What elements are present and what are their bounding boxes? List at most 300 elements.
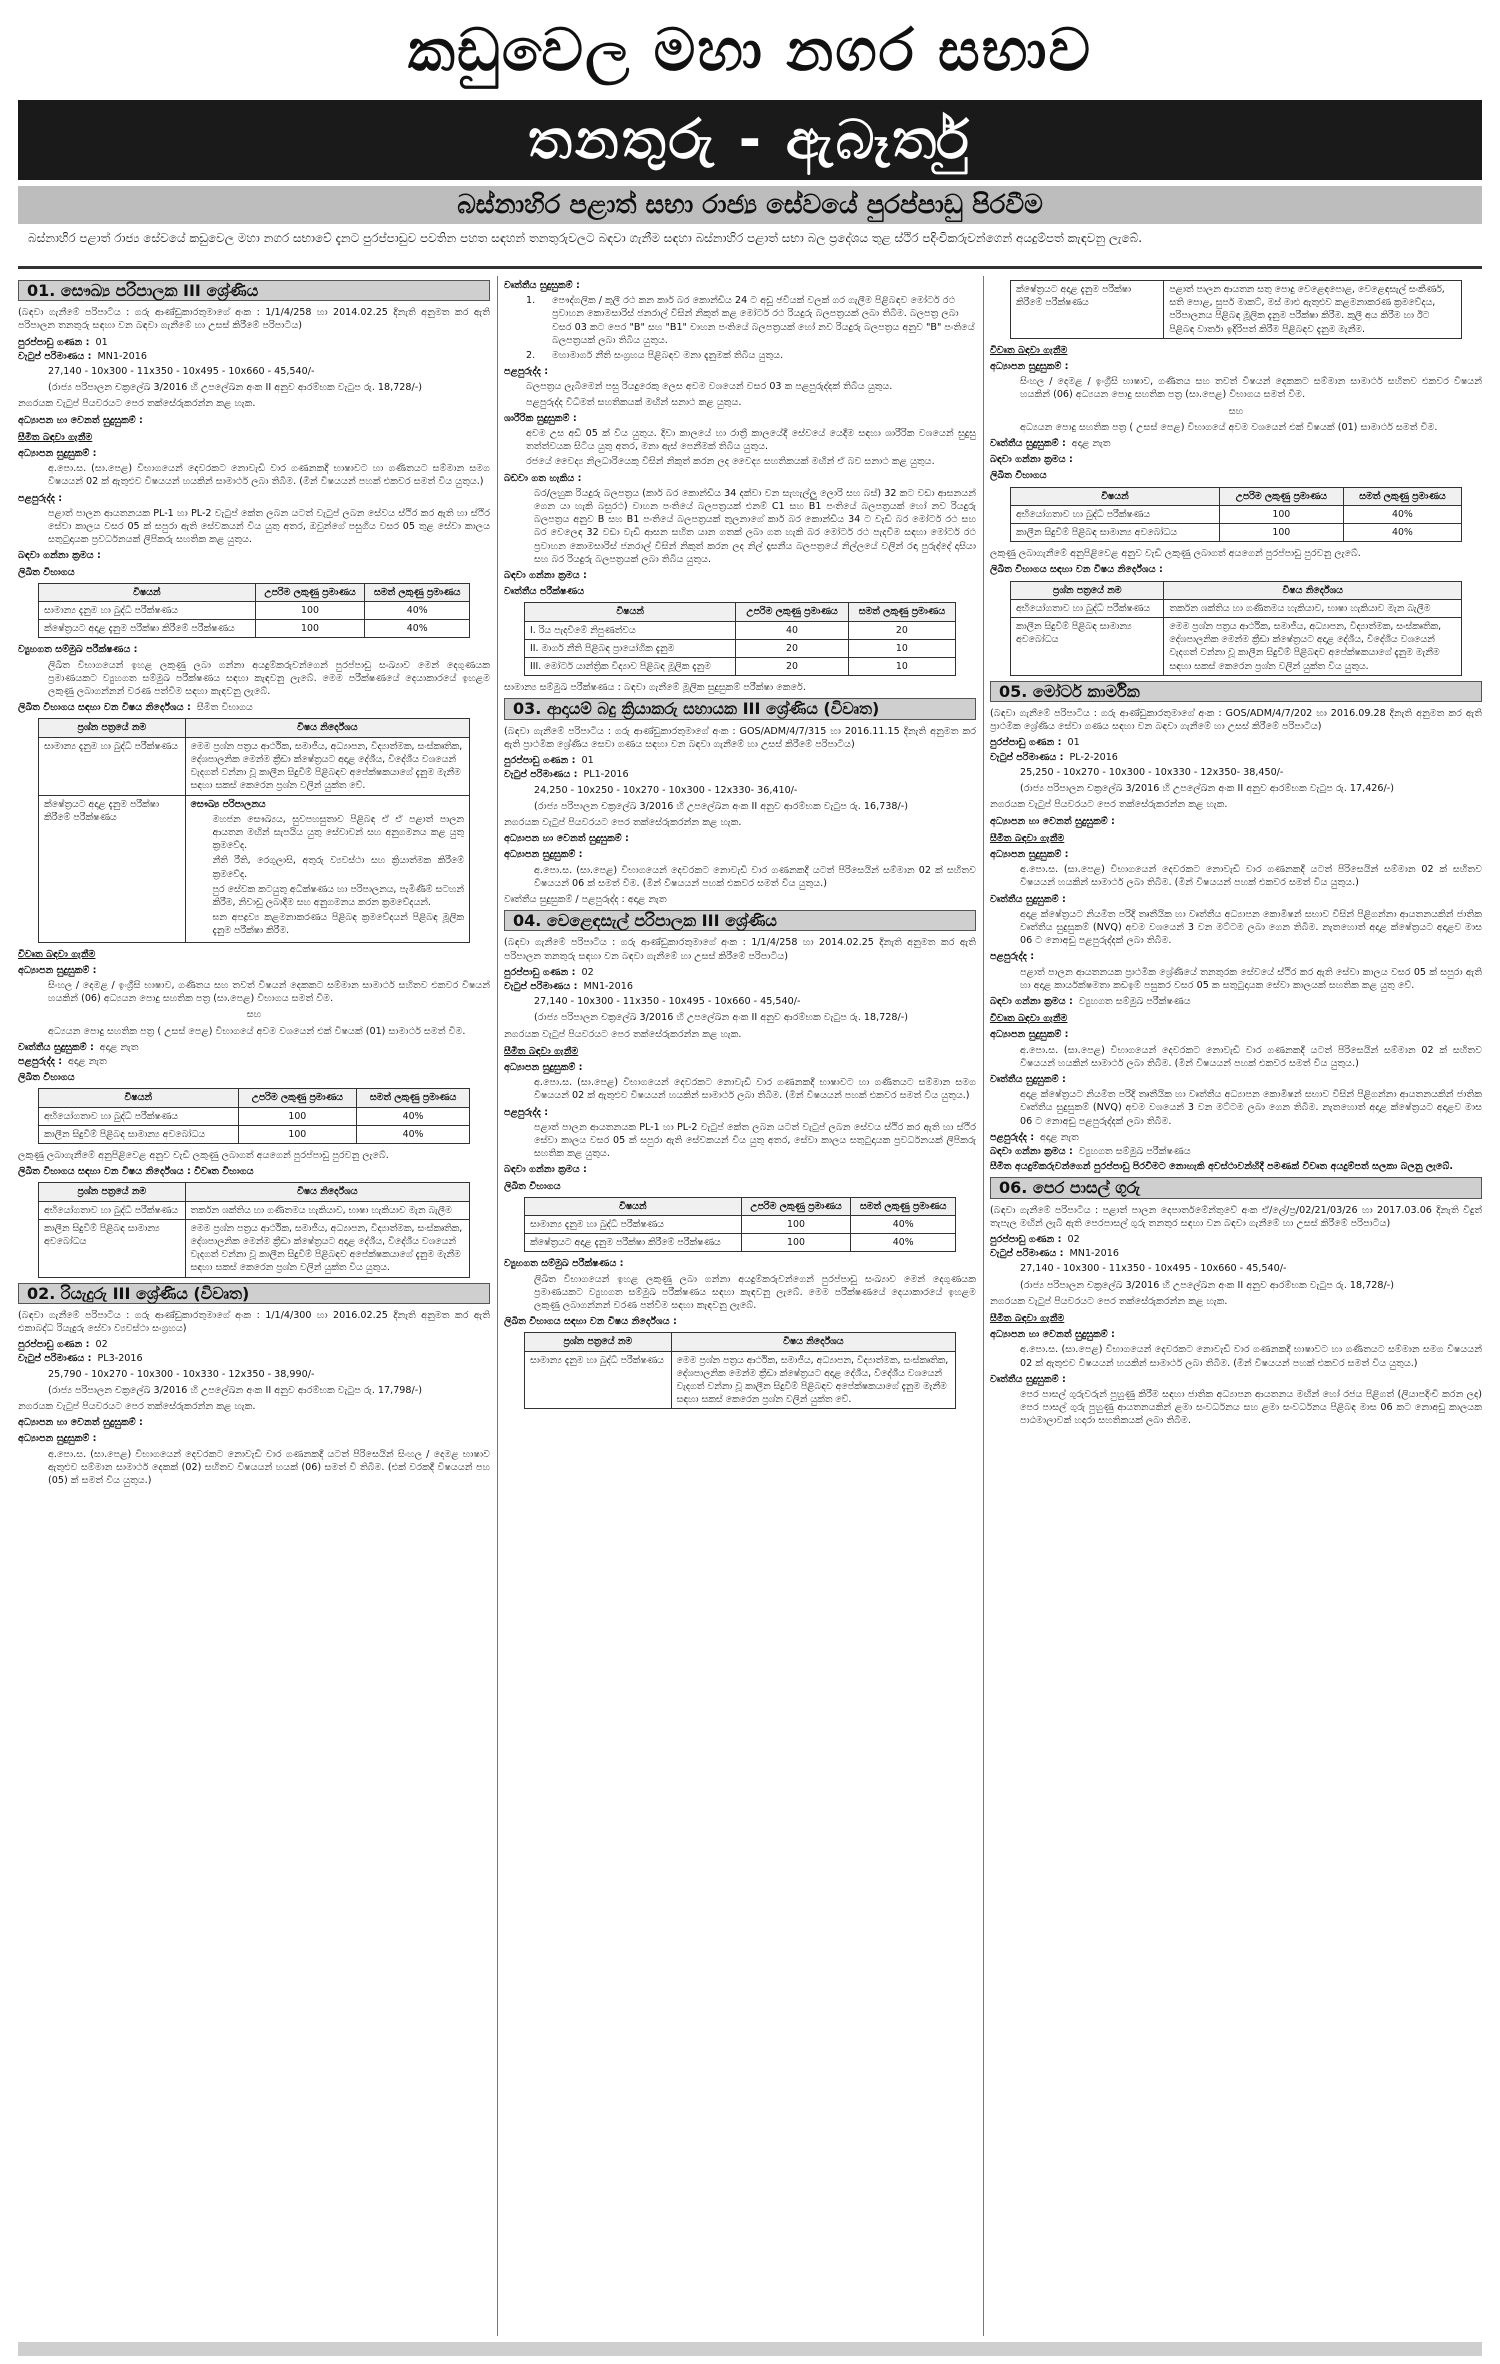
marks-table-wrap: [504, 1197, 976, 1253]
salary-scale: 27,140 - 10x300 - 11x350 - 10x495 - 10x660 - 45,540/-: [1020, 1263, 1287, 1275]
subject-cell: කාලීන සිදුවීම් පිළිබඳ සාමාන්‍ය අවබෝධය: [1011, 524, 1220, 542]
pass-cell: 20: [848, 621, 955, 639]
table-header-row: [1011, 581, 1462, 599]
pass-marks-header: සමත් ලකුණු ප්‍රමාණය: [848, 603, 955, 621]
physical-value: අදාළ නැත: [99, 1041, 139, 1053]
edu-label: අධ්‍යාපන සුදුසුකම් :: [18, 964, 97, 976]
syllabus-cell: මෙම ප්‍රශ්න පත්‍රය ආර්ථික, සමාජීය, අධ්‍යාපන, විද්‍යාත්මක, සංස්කෘතික, දේශපාලනික මෙන්ම ක්‍රීඩා ක්ෂේත්‍රයට අදාළ දේශීය, විදේශීය වශයෙන් වැදගත් වන්නා වූ කාලීන සිදුවීම් පිළිබඳව අපේක්ෂකයාගේ දැනුම මැනීම සඳහා සකස් කෙරෙන ප්‍රශ්න වලින් යුක්ත වේ.: [671, 1351, 955, 1409]
syllabus-table: [38, 718, 470, 942]
paper-cell: සාමාන්‍ය දැනුම හා බුද්ධි පරීක්ෂණය: [39, 737, 186, 795]
subtitle-banner: [18, 186, 1482, 224]
professional-label: වෘත්තීය සුදුසුකම් :: [990, 1373, 1066, 1385]
syllabus-header: විෂය නිර්දේශය: [1164, 581, 1462, 599]
max-cell: 100: [255, 620, 365, 638]
eligibility-label: බඩවා ගත හැකිය :: [504, 472, 582, 484]
syllabus-cell: පළාත් පාලන ආයතන සතු පොදු වෙළෙඳපොළ, වෙළෙඳසැල් සංකීර්ණ, සති පොළ, සුපර් මාකට්, මස් මාළු ඇතුළුව කළමනාකරණ ක්‍රමවේදය, පරිපාලනය පිළිබඳ මූලික දැනුම පරීක්ෂා කිරීම. කුලී අය කිරීම හා ඊට පිළිබඳ වාර්තා ඉදිරිපත් කිරීම පිළිබඳව දැනුම මැනීම.: [1164, 281, 1462, 339]
vacancies-value: 02: [1067, 1233, 1080, 1245]
syllabus-table: [38, 1182, 470, 1277]
table-header-row: [39, 1089, 470, 1107]
recruitment-basis: (බඳවා ගැනීමේ පරිපාටිය : ගරු ආණ්ඩුකාරතුමාගේ අංක : GOS/ADM/4/7/315 හා 2016.11.15 දිනැති අනුමත කර ඇති ප්‍රාථමික ශ්‍රේණිය සෙවා ගණය සඳහා වන බඳවා ගැනීමේ හා උසස් කිරීමේ පරිපාටිය): [504, 725, 976, 750]
footer-bar: [18, 2342, 1482, 2356]
syllabus-cell: තර්කන ශක්තිය හා ගණිතමය හැකියාව, භාෂා හැකියාව මැන බැලීම: [1164, 599, 1462, 617]
interview-text: ලිඛිත විභාගයෙන් ඉහළ ලකුණු ලබා ගන්නා අයදුම්කරුවන්ගෙන් පුරප්පාඩු සංඛ්‍යාව මෙන් දෙගුණයක ප්‍රමාණයකට ව්‍යුහගත සම්මුඛ පරීක්ෂණය සඳහා කැඳවනු ලැබේ. මෙම පරීක්ෂණයේ දෙයාකාරයේ ඉහළම ලකුණු ලබාගන්නන් වරණ පත්වීම සඳහා කැඳවනු ලැබේ.: [534, 1273, 976, 1311]
subject-header: විෂයන්: [39, 583, 256, 601]
salary-line: [990, 1247, 1482, 1260]
item-number: 2.: [526, 350, 536, 362]
prof-exp-text: වෘත්තීය සුදුසුකම් / පළපුරුද්ද : අදාළ නැත: [504, 893, 667, 905]
vacancies-value: 02: [95, 1339, 108, 1351]
table-row: [1011, 524, 1462, 542]
table-header-row: [1011, 487, 1462, 505]
open-syllabus-label: ලිඛිත විභාගය සඳහා වන විෂය නිර්දේශය : විවෘත විභාගය: [18, 1166, 254, 1178]
paper-cell: අභියෝගතාව හා බුද්ධි පරීක්ෂණය: [1011, 599, 1164, 617]
section-heading-01: 01. සෞඛ්‍ය පරිපාලක III ශ්‍රේණිය: [18, 280, 490, 301]
table-row: [39, 795, 470, 942]
table-row: [39, 602, 470, 620]
table-row: [1011, 281, 1462, 339]
vacancies-line: [990, 736, 1482, 749]
and-text: සහ: [1228, 405, 1244, 417]
subject-cell: කාලීන සිදුවීම් පිළිබඳ සාමාන්‍ය අවබෝධය: [39, 1125, 239, 1143]
physical-label: වෘත්තීය සුදුසුකම් :: [504, 280, 580, 291]
intro-paragraph: බස්නාහිර පළාත් රාජ්‍ය සේවයේ කඩුවෙල මහා නගර සභාවේ දැනට පුරප්පාඩුව පවතින පහත සඳහන් තනතුරුවලට බඳවා ගැනීම සඳහා බස්නාහිර පළාත් සභා බල ප්‍රදේශය තුළ ස්ථිර පදිංචිකරුවන්ගෙන් අයදුම්පත් කැඳවනු ලැබේ.: [28, 231, 1143, 245]
professional-text: අදාළ ක්ෂේත්‍රයට නියමිත පරිදි තෘතීයික හා වෘත්තීය අධ්‍යාපන කොමිෂන් සභාව විසින් පිළිගන්නා ආයතනයකින් ජාතික වෘත්තීය සුදුසුකම් (NVQ) අවම වශයෙන් 3 වන මට්ටම ලබා ගෙන තිබීම. නැතහොත් අදාළ ක්ෂේත්‍රයට අදාළව මාස 06 ට නොඅඩු පළපුරුද්දක් ලබා තිබීම.: [1020, 908, 1482, 947]
open-professional-text: අදාළ ක්ෂේත්‍රයට නියමිත පරිදි තෘතීයික හා වෘත්තීය අධ්‍යාපන කොමිෂන් සභාව විසින් පිළිගන්නා ආයතනයකින් ජාතික වෘත්තීය සුදුසුකම් (NVQ) අවම වශයෙන් 3 වන මට්ටම ලබා ගෙන තිබීම. නැතහොත් අදාළ ක්ෂේත්‍රයට අදාළව මාස 06 ට නොඅඩු පළපුරුද්දක් ලබා තිබීම.: [1020, 1089, 1482, 1127]
job-syllabus-heading: සෞඛ්‍ය පරිපාලනය: [190, 798, 266, 810]
experience-label: පළපුරුද්ද :: [504, 1106, 549, 1118]
section-heading-05: 05. මෝටර් කාර්මික: [990, 681, 1482, 702]
salary-note: (රාජ්‍ය පරිපාලන චක්‍රලේඛ 3/2016 හි උපලේඛන අංක II අනුව ආරම්භක වැටුප රු. 18,728/-): [534, 1012, 908, 1024]
table-row: [39, 620, 470, 638]
edu-label: අධ්‍යාපන සුදුසුකම් :: [504, 849, 583, 861]
edu-text: අ.පො.ස. (සා.පෙළ) විභාගයෙන් දෙවරකට නොවැඩි වාර ගණනකදී යටත් පිරිසෙයින් සිංහල / දෙමළ භාෂාව ඇතුළුව සම්මාන සාමාර්ථ දෙකක් (02) සහිතව විෂයයන් හයක් (06) සමත් වී තිබීම. (එක් වරකදී විෂයයන් පහ (05) ක් සමත් විය යුතුය.): [48, 1448, 490, 1487]
syllabus-table: [1010, 581, 1462, 676]
vacancies-label: පුරප්පාඩු ගණන :: [18, 336, 90, 348]
salary-step-note: නගරයක වැටුප් පියවරයට පෙර තක්සේරුකරන්න කළ හැක.: [504, 1028, 742, 1040]
item-text: මහාමාර්ග නීති සංග්‍රහය පිළිබඳව මනා දැනුමක් තිබිය යුතුය.: [552, 350, 784, 362]
salary-label: වැටුප් පරිමාණය :: [504, 769, 578, 781]
table-row: [39, 1107, 470, 1125]
table-header-row: [39, 719, 470, 737]
table-row: [525, 658, 956, 676]
experience-value: අදාළ නැත: [68, 1055, 107, 1067]
interview-label: ව්‍යුහගත සම්මුඛ පරීක්ෂණය :: [18, 644, 138, 656]
eligibility-text: බර/ලහුක රියදුරු බලපත්‍රය (කාර් බර කොන්ඩිය 34 දක්වා වන සැහැල්ලු ලොරි සහ බස්) 32 කට වඩා ආසනයන් ගෙන යා හැකි බසුරථ) වාහන පංතියේ බලපත්‍රයක් එනම් C1 සහ B1 පංතියේ බලපත්‍රයක් හෝ නව රියදුරු බලපත්‍රය අනුව B සහ B1 පංතියේ බලපත්‍රයක් තුලනාගේ කාර් බර කොන්ඩිය 34 ට වැඩි බර මෝටර් රථ සහ බර වෙලෙඳ 32 වඩා වැඩි ආසන සහිත යාන ගතක් ලබා ගත හැකි බර මෝටර් රථ පැදවීම සඳහා මෝටර් රථ ප්‍රවාහන කොමසාරිස් ජනරාල් විසින් නිකුත් කරන ලද නිල් දෑසනීය බලපත්‍රයේ නිල්ලයේ වලින් රඳා පුරුද්දේ දාසියා සහ බර රියදුරු බලපත්‍රයක් ලබා තිබිය යුතුය.: [534, 487, 976, 565]
salary-note: (රාජ්‍ය පරිපාලන චක්‍රලේඛ 3/2016 හි උපලේඛන අංක II අනුව ආරම්භක වැටුප රු. 17,798/-): [48, 1384, 422, 1396]
vacancies-title: තනතුරු - ඇබෑර්තු: [528, 108, 972, 171]
salary-scale: 25,790 - 10x270 - 10x300 - 10x330 - 12x350 - 38,990/-: [48, 1368, 315, 1380]
interview-label: ව්‍යුහගත සම්මුඛ පරීක්ෂණය :: [504, 1258, 624, 1270]
pass-marks-header: සමත් ලකුණු ප්‍රමාණය: [365, 583, 470, 601]
recruitment-basis: (බඳවා ගැනීමේ පරිපාටිය : ගරු ආණ්ඩුකාරතුමාගේ අංක : 1/1/4/258 හා 2014.02.25 දිනැති අනුමත කර ඇති පරිපාලන තනතුරු සඳහා වන බඳවා ගැනීමේ හා උසස් කිරීමේ පරිපාටිය): [18, 307, 490, 332]
max-cell: 20: [736, 639, 849, 657]
pass-cell: 40%: [357, 1107, 470, 1125]
syllabus-cell: මෙම ප්‍රශ්න පත්‍රය ආර්ථික, සමාජීය, අධ්‍යාපන, විද්‍යාත්මක, සංස්කෘතික, දේශපාලනික මෙන්ම ක්‍රීඩා ක්ෂේත්‍රයට අදාළ දේශීය, විදේශීය වශයෙන් වැදගත් වන්නා වූ කාලීන සිදුවීම් පිළිබඳව අපේක්ෂකයාගේ දැනුම මැනීම සඳහා සකස් කෙරෙන ප්‍රශ්න වලින් යුක්ත විය යුතුය.: [1164, 618, 1462, 676]
recruitment-method-label: බඳවා ගන්නා ක්‍රමය :: [990, 995, 1073, 1007]
written-exam-label: ලිඛිත විභාගය: [18, 566, 75, 578]
table-row: [525, 1215, 956, 1233]
salary-label: වැටුප් පරිමාණය :: [990, 751, 1064, 763]
council-title: කඩුවෙල මහා නගර සභාව: [407, 15, 1093, 84]
syllabus-header: විෂය නිර්දේශය: [185, 719, 469, 737]
edu-text: අ.පො.ස. (සා.පෙළ) විභාගයෙන් දෙවරකට නොවැඩි වාර ගණනකදී භාෂාවට හා ගණිතයට සම්මාන සමග විෂයයන් 02 ක් ඇතුළුව විෂයයන් හයකින් සාමාර්ථ ලබා තිබීම. (මින් විෂයයන් පහක් එකවර සමත් විය යුතුය.): [1020, 1344, 1482, 1369]
open-recruitment-heading: විවෘත බඳවා ගැනීම: [990, 344, 1068, 356]
physical-value: අදාළ නැත: [1071, 438, 1111, 450]
physical-line: [18, 1041, 490, 1054]
salary-label: වැටුප් පරිමාණය :: [18, 350, 92, 362]
recruitment-basis: (බඳවා ගැනීමේ පරිපාටිය : ගරු ආණ්ඩුකාරතුමාගේ අංක : 1/1/4/258 හා 2014.02.25 දිනැති අනුමත කර ඇති පරිපාලන තනතුරු සඳහා වන බඳවා ගැනීමේ හා උසස් කිරීමේ පරිපාටිය): [504, 937, 976, 962]
salary-line: [18, 1352, 490, 1365]
syllabus-label: ලිඛිත විභාගය සඳහා වන විෂය නිර්දේශය :: [504, 1316, 677, 1328]
limited-recruitment-heading: සීමිත බඳවා ගැනීම: [18, 431, 93, 443]
experience-text: පළාත් පාලන ආයතනයක ප්‍රාථමික ශ්‍රේණියේ තනතුරක සේවයේ ස්ථිර කර ඇති සේවා කාලය වසර 05 ක් සපුරා ඇති හා අදාළ කාර්යක්ෂමතා කඩඉම් පසුකර වසර 05 ක සතුටුදායක සේවා කාලයක් සහතික කළ යුතු වේ.: [1020, 966, 1482, 991]
edu-qual-label: අධ්‍යාපන හා වෙනත් සුදුසුකම් :: [990, 1329, 1115, 1341]
list-item: රජයේ වෛද්‍ය නිලධාරියෙකු විසින් නිකුත් කරන ලද වෛද්‍ය සහතිකයක් මඟින් ඒ බව සනාථ කළ යුතුය.: [526, 456, 935, 468]
recruitment-method-label: බඳවා ගන්නා ක්‍රමය :: [504, 570, 587, 582]
max-cell: 100: [1219, 505, 1343, 523]
table-header-row: [39, 1183, 470, 1201]
max-cell: 100: [741, 1215, 851, 1233]
recruitment-method-label: බඳවා ගන්නා ක්‍රමය :: [504, 1164, 587, 1176]
marks-table: [38, 1088, 470, 1144]
salary-note: (රාජ්‍ය පරිපාලන චක්‍රලේඛ 3/2016 හි උපලේඛන අංක II අනුව ආරම්භක වැටුප රු. 16,738/-): [534, 800, 908, 812]
max-cell: 100: [238, 1107, 357, 1125]
edu-label: අධ්‍යාපන සුදුසුකම් :: [18, 1433, 97, 1445]
subject-cell: සාමාන්‍ය දැනුම හා බුද්ධි පරීක්ෂණය: [39, 602, 256, 620]
open-recruitment-heading: විවෘත බඳවා ගැනීම: [990, 1013, 1068, 1025]
open-edu-text: සිංහල / දෙමළ / ඉංග්‍රීසි භාෂාව, ගණිතය සහ තවත් විෂයන් දෙකකට සම්මාන සාමාර්ථ සහිතව එකවර විෂයන් හයකින් (06) අධ්‍යයන පොදු සහතික පත්‍ර (සා.පෙළ) විභාගය සමත් වීම.: [1020, 376, 1482, 401]
subject-cell: III. මෝටර් යාන්ත්‍රික විද්‍යාව පිළිබඳ මූලික දැනුම: [525, 658, 736, 676]
salary-label: වැටුප් පරිමාණය :: [990, 1248, 1064, 1260]
recruitment-method-label: බඳවා ගන්නා ක්‍රමය :: [990, 454, 1073, 466]
list-item: ඝන අපද්‍රව්‍ය කළමනාකරණය පිළිබඳ ක්‍රමවේදයන් පිළිබඳ මූලික දැනුම පරීක්ෂා කිරීම.: [212, 912, 464, 937]
list-item: පළපුරුද්ද විධිමත් සහතිකයක් මඟින් සනාථ කළ යුතුය.: [526, 396, 742, 408]
edu-label: අධ්‍යාපන සුදුසුකම් :: [504, 1061, 583, 1073]
salary-code: PL-2-2016: [1069, 751, 1118, 763]
column-divider: [497, 276, 498, 2336]
column-1: [18, 276, 490, 2336]
edu-qual-label: අධ්‍යාපන හා වෙනත් සුදුසුකම් :: [504, 833, 629, 845]
salary-label: වැටුප් පරිමාණය :: [504, 980, 578, 992]
table-row: [1011, 599, 1462, 617]
pass-cell: 40%: [851, 1234, 956, 1252]
open-syllabus-label: ලිඛිත විභාගය සඳහා වන විෂය නිර්දේශය :: [990, 564, 1163, 576]
paper-header: ප්‍රශ්න පත්‍රයේ නම: [525, 1333, 672, 1351]
syllabus-line: [18, 701, 490, 714]
subject-cell: අභියෝගතාව හා බුද්ධි පරීක්ෂණය: [39, 1107, 239, 1125]
subject-cell: අභියෝගතාව හා බුද්ධි පරීක්ෂණය: [1011, 505, 1220, 523]
vacancies-label: පුරප්පාඩු ගණන :: [990, 1233, 1062, 1245]
marks-table: [38, 583, 470, 639]
edu-label: අධ්‍යාපන සුදුසුකම් :: [990, 848, 1069, 860]
edu-qual-label: අධ්‍යාපන හා වෙනත් සුදුසුකම් :: [18, 1417, 143, 1429]
recruitment-method-label: බඳවා ගන්නා ක්‍රමය :: [990, 1145, 1073, 1157]
vacancies-banner: [18, 100, 1482, 180]
salary-line: [18, 350, 490, 363]
pass-cell: 40%: [357, 1125, 470, 1143]
section-heading-06: 06. පෙර පාසල් ගුරු: [990, 1177, 1482, 1198]
salary-step-note: නගරයක වැටුප් පියවරයට පෙර තක්සේරුකරන්න කළ හැක.: [990, 799, 1228, 811]
subject-header: විෂයන්: [525, 603, 736, 621]
salary-code: MN1-2016: [583, 980, 633, 992]
salary-note: (රාජ්‍ය පරිපාලන චක්‍රලේඛ 3/2016 හි උපලේඛන අංක II අනුව ආරම්භක වැටුප රු. 18,728/-): [1020, 1279, 1394, 1291]
method-value: ව්‍යුහගත සම්මුඛ පරීක්ෂණය: [1078, 995, 1191, 1007]
edu-text: අ.පො.ස. (සා.පෙළ) විභාගයෙන් දෙවරකට නොවැඩි වාර ගණනකදී යටත් පිරිසෙයින් සම්මාන 02 ක් සහිතව විෂයයන් හයකින් සාමාර්ථ ලබා තිබීම. (මින් විෂයයන් පහක් එකවර සමත් විය යුතුය.): [1020, 864, 1482, 889]
subject-cell: ක්ෂේත්‍රයට අදාළ දැනුම පරීක්ෂා කිරීමේ පරීක්ෂණය: [525, 1234, 742, 1252]
paper-cell: ක්ෂේත්‍රයට අදාළ දැනුම පරීක්ෂා කිරීමේ පරීක්ෂණය: [1011, 281, 1164, 339]
experience-text: පළාත් පාලන ආයතනයක PL-1 හා PL-2 වැටුප් කේත ලබන යටත් වැටුප් ලබන සේවය ස්ථිර කර ඇති හා ස්ථිර සේවා කාලය වසර 05 ක් සපුරා ඇති සේවකයන් විය යුතු අතර, ඔවුන්ගේ පසුගිය වසර 05 තුළ සේවා කාලය සතුටුදායක ප්‍රවර්ධනයක් ලිපිකරු සහතික කළ යුතුය.: [48, 507, 490, 546]
pass-cell: 40%: [1343, 505, 1461, 523]
limited-recruitment-heading: සීමිත බඳවා ගැනීම: [990, 1313, 1065, 1324]
subject-header: විෂයන්: [1011, 487, 1220, 505]
syllabus-label: ලිඛිත විභාගය සඳහා වන විෂය නිර්දේශය :: [18, 702, 191, 714]
recruitment-basis: (බඳවා ගැනීමේ පරිපාටිය : ගරු ආණ්ඩුකාරතුමාගේ අංක : 1/1/4/300 හා 2016.02.25 දිනැති අනුමත කර ඇති එකාබද්ධ රියැදුරු සේවා ව්‍යවස්ථා සංග්‍රහය): [18, 1309, 490, 1334]
limited-recruitment-heading: සීමිත බඳවා ගැනීම: [504, 1045, 579, 1057]
list-item: [504, 349, 976, 362]
experience-line: [990, 1131, 1482, 1144]
table-row: [39, 1219, 470, 1277]
syllabus-table: [524, 1332, 956, 1409]
pass-cell: 10: [848, 639, 955, 657]
salary-step-note: නගරයක වැටුප් පියවරයට පෙර තක්සේරුකරන්න කළ හැක.: [990, 1295, 1228, 1307]
edu-label: අධ්‍යාපන සුදුසුකම් :: [18, 448, 97, 460]
paper-cell: කාලීන සිදුවීම් පිළිබඳ සාමාන්‍ය අවබෝධය: [1011, 618, 1164, 676]
subject-header: විෂයන්: [525, 1197, 742, 1215]
marks-table-wrap: [18, 1088, 490, 1144]
physical-label: වෘත්තීය සුදුසුකම් :: [990, 438, 1066, 450]
appointment-note: ලකුණු ලබාගැනීමේ අනුපිළිවෙළ අනුව වැඩි ලකුණු ලබාගත් අයගෙන් පුරප්පාඩු පුරවනු ලැබේ.: [990, 548, 1361, 560]
paper-header: ප්‍රශ්න පත්‍රයේ නම: [1011, 581, 1164, 599]
syllabus-cell: මෙම ප්‍රශ්න පත්‍රය ආර්ථික, සමාජීය, අධ්‍යාපන, විද්‍යාත්මක, සංස්කෘතික, දේශපාලනික මෙන්ම ක්‍රීඩා ක්ෂේත්‍රයට අදාළ දේශීය, විදේශීය වශයෙන් වැදගත් වන්නා වූ කාලීන සිදුවීම් පිළිබඳව අපේක්ෂකයාගේ දැනුම මැනීම සඳහා සකස් කෙරෙන ප්‍රශ්න වලින් යුක්ත වේ.: [185, 737, 469, 795]
list-item: බලපත්‍රය ලැබීමෙන් පසු රියදුරෙකු ලෙස අවම වශයෙන් වසර 03 ක පළපුරුද්දක් තිබිය යුතුය.: [526, 381, 893, 393]
vacancies-label: පුරප්පාඩු ගණන :: [504, 966, 576, 978]
vacancies-label: පුරප්පාඩු ගණන :: [18, 1339, 90, 1351]
table-row: [1011, 505, 1462, 523]
syllabus-table-wrap: [18, 1182, 490, 1277]
edu-qual-label: අධ්‍යාපන හා වෙනත් සුදුසුකම් :: [18, 414, 143, 426]
limited-note: සීමිත අයදුම්කරුවන්ගෙන් පුරප්පාඩු පිරවීමට නොහැකි අවස්ථාවන්හිදී පමණක් විවෘත අයදුම්පත් සලකා බලනු ලැබේ.: [990, 1161, 1453, 1173]
syllabus-header: විෂය නිර්දේශය: [185, 1183, 469, 1201]
paper-header: ප්‍රශ්න පත්‍රයේ නම: [39, 719, 186, 737]
experience-text: පළාත් පාලන ආයතනයක PL-1 හා PL-2 වැටුප් කේත ලබන යටත් වැටුප් ලබන සේවය ස්ථිර කර ඇති හා ස්ථිර සේවා කාලය වසර 05 ක් සපුරා ඇති සේවකයන් විය යුතු අතර, සේවා කාලය සතුටුදායක ප්‍රවර්ධනයක් ලිපිකරු සහතික කළ යුතුය.: [534, 1121, 976, 1160]
subject-cell: I. රිය පැදවීමේ නිපුණත්වය: [525, 621, 736, 639]
vacancies-value: 02: [581, 966, 594, 978]
max-marks-header: උපරිම ලකුණු ප්‍රමාණය: [741, 1197, 851, 1215]
pass-marks-header: සමත් ලකුණු ප්‍රමාණය: [851, 1197, 956, 1215]
pass-cell: 10: [848, 658, 955, 676]
vacancies-line: [504, 966, 976, 979]
table-row: [39, 1201, 470, 1219]
marks-table-wrap: [18, 583, 490, 639]
subject-cell: ක්ෂේත්‍රයට අදාළ දැනුම පරීක්ෂා කිරීමේ පරීක්ෂණය: [39, 620, 256, 638]
vacancies-value: 01: [1067, 737, 1080, 749]
general-interview-text: සාමාන්‍ය සම්මුඛ පරීක්ෂණය : බඳවා ගැනීමේ මූලික සුදුසුකම් පරීක්ෂා කෙරේ.: [504, 682, 806, 694]
syllabus-header: විෂය නිර්දේශය: [671, 1333, 955, 1351]
written-exam-label: ලිඛිත විභාගය: [18, 1072, 75, 1084]
syllabus-cell: [185, 795, 469, 942]
salary-line: [990, 751, 1482, 764]
method-line: [990, 1145, 1482, 1158]
pass-cell: 40%: [851, 1215, 956, 1233]
marks-table-wrap: [990, 487, 1482, 543]
open-edu-text-2: අධ්‍යයන පොදු සහතික පත්‍ර ( උසස් පෙළ) විභාගයේ අවම වශයෙන් එක් විෂයක් (01) සාමාර්ථ සමත් වීම.: [1020, 421, 1438, 433]
table-row: [525, 621, 956, 639]
syllabus-table-wrap: [18, 718, 490, 942]
salary-line: [504, 980, 976, 993]
edu-text: අ.පො.ස. (සා.පෙළ) විභාගයෙන් දෙවරකට නොවැඩි වාර ගණනකදී භාෂාවට හා ගණිතයට සම්මාන සමග විෂයයන් 02 ක් ඇතුළුව විෂයයන් හයකින් සාමාර්ථ ලබා තිබීම. (මින් විෂයයන් පහක් එකවර සමත් විය යුතුය.): [534, 1077, 976, 1102]
recruitment-basis: (බඳවා ගැනීමේ පරිපාටිය : ගරු ආණ්ඩුකාරතුමාගේ අංක : GOS/ADM/4/7/202 හා 2016.09.28 දිනැති අනුමත කර ඇති ප්‍රාථමික ශ්‍රේණිය සේවා ගණය සඳහා වන බඳවා ගැනීමේ හා උසස් කිරීමේ පරිපාටිය): [990, 708, 1482, 733]
method-line: [990, 995, 1482, 1008]
recruitment-method-label: බඳවා ගන්නා ක්‍රමය :: [18, 550, 101, 562]
subject-header: විෂයන්: [39, 1089, 239, 1107]
column-2: [504, 276, 976, 2336]
physical-label: වෘත්තීය සුදුසුකම් :: [18, 1041, 94, 1053]
salary-code: MN1-2016: [97, 350, 147, 362]
professional-text: පෙර පාසල් ගුරුවරුන් පුහුණු කිරීම සඳහා ජාතික අධ්‍යාපන ආයතනය මඟින් හෝ රජය පිළිගත් (ලියාපදිංචි කරන ලද) පෙර පාසල් ගුරු පුහුණු ආයතනයකින් ළමා සංවර්ධනය සහ ළමා සංවර්ධනය පිළිබඳ මාස 06 කට නොඅඩු කාලයක පාඨමාලාවක් හදාරා සහතිකයක් ලබා තිබීම.: [1020, 1389, 1482, 1427]
table-row: [525, 1234, 956, 1252]
subtitle: බස්නාහිර පළාත් සභා රාජ්‍ය සේවයේ පුරප්පාඩු පිරවීම: [457, 189, 1043, 220]
divider: [18, 266, 1482, 269]
table-header-row: [525, 1333, 956, 1351]
salary-scale: 27,140 - 10x300 - 11x350 - 10x495 - 10x660 - 45,540/-: [534, 996, 801, 1008]
open-recruitment-heading: විවෘත බඳවා ගැනීම: [18, 948, 96, 960]
vacancies-line: [990, 1233, 1482, 1246]
max-marks-header: උපරිම ලකුණු ප්‍රමාණය: [1219, 487, 1343, 505]
physical-fitness-label: ශාරීරික සුදුසුකම් :: [504, 412, 577, 424]
salary-note: (රාජ්‍ය පරිපාලන චක්‍රලේඛ 3/2016 හි උපලේඛන අංක II අනුව ආරම්භක වැටුප රු. 18,728/-): [48, 382, 422, 394]
vacancies-label: පුරප්පාඩු ගණන :: [990, 737, 1062, 749]
experience-label: පළපුරුද්ද :: [990, 1131, 1035, 1143]
salary-step-note: නගරයක වැටුප් පියවරයට පෙර තක්සේරුකරන්න කළ හැක.: [504, 816, 742, 828]
recruitment-basis: (බඳවා ගැනීමේ පරිපාටිය : පළාත් පාලන දෙපාර්තමේන්තුවේ අංක ඒ/ලේ/ප්‍ර/02/21/03/26 හා 2017.03.06 දිනැති විදුත් තැපැල මඟින් ලැබී ඇති පෙරපාසල් ගුරු තනතුර සඳහා වන බඳවා ගැනීමේ හා උසස් කිරීමේ පරිපාටිය): [990, 1204, 1482, 1229]
max-cell: 40: [736, 621, 849, 639]
max-cell: 100: [741, 1234, 851, 1252]
salary-step-note: නගරයක වැටුප් පියවරයට පෙර තක්සේරුකරන්න කළ හැක.: [18, 1401, 256, 1413]
max-cell: 100: [1219, 524, 1343, 542]
salary-step-note: නගරයක වැටුප් පියවරයට පෙර තක්සේරුකරන්න කළ හැක.: [18, 398, 256, 410]
vacancies-value: 01: [95, 336, 108, 348]
edu-label: අධ්‍යාපන සුදුසුකම් :: [990, 1029, 1069, 1041]
syllabus-cell: මෙම ප්‍රශ්න පත්‍රය ආර්ථික, සමාජීය, අධ්‍යාපන, විද්‍යාත්මක, සංස්කෘතික, දේශපාලනික මෙන්ම ක්‍රීඩා ක්ෂේත්‍රයට අදාළ දේශීය, විදේශීය වශයෙන් වැදගත් වන්නා වූ කාලීන සිදුවීම් පිළිබඳව අපේක්ෂකයාගේ දැනුම මැනීම සඳහා සකස් කෙරෙන ප්‍රශ්න වලින් යුක්ත විය යුතුය.: [185, 1219, 469, 1277]
pass-cell: 40%: [1343, 524, 1461, 542]
subject-cell: සාමාන්‍ය දැනුම හා බුද්ධි පරීක්ෂණය: [525, 1215, 742, 1233]
limited-recruitment-heading: සීමිත බඳවා ගැනීම: [990, 832, 1065, 844]
experience-label: පළපුරුද්ද :: [990, 951, 1035, 963]
max-marks-header: උපරිම ලකුණු ප්‍රමාණය: [238, 1089, 357, 1107]
salary-code: PL1-2016: [583, 769, 629, 781]
edu-text: අ.පො.ස. (සා.පෙළ) විභාගයෙන් දෙවරකට නොවැඩි වාර ගණනකදී භාෂාවට හා ගණිතයට සම්මාන සමග විෂයයන් 02 ක් ඇතුළුව විෂයයන් හයකින් සාමාර්ථ ලබා තිබීම. (මින් විෂයයන් පහක් එකවර සමත් විය යුතුය.): [48, 463, 490, 488]
experience-label: පළපුරුද්ද :: [504, 366, 549, 378]
syllabus-table-wrap: [990, 280, 1482, 339]
vacancies-line: [18, 1338, 490, 1351]
list-item: පුර සේවක කටයුතු අධීක්ෂණය හා පරිපාලනය, පැමිණීම් සටහන් කිරීම, නිවාඩු ලබාදීම සහ අනුගමනය කරන ක්‍රමවේදයන්.: [212, 883, 464, 908]
salary-scale: 27,140 - 10x300 - 11x350 - 10x495 - 10x660 - 45,540/-: [48, 366, 315, 378]
experience-label: පළපුරුද්ද :: [18, 1055, 63, 1067]
pass-marks-header: සමත් ලකුණු ප්‍රමාණය: [357, 1089, 470, 1107]
table-row: [39, 1125, 470, 1143]
written-exam-label: ලිඛිත විභාගය: [990, 470, 1047, 482]
method-value: ව්‍යුහගත සම්මුඛ පරීක්ෂණය: [1078, 1145, 1191, 1157]
subject-cell: II. මාර්ග නීති පිළිබඳ ප්‍රායෝගික දැනුම: [525, 639, 736, 657]
open-edu-text: සිංහල / දෙමළ / ඉංග්‍රීසි භාෂාව, ගණිතය සහ තවත් විෂයන් දෙකකට සම්මාන සාමාර්ථ සහිතව එකවර විෂයන් හයකින් (06) අධ්‍යයන පොදු සහතික පත්‍ර (සා.පෙළ) විභාගය සමත් වීම.: [48, 979, 490, 1005]
practical-test-label: වෘත්තීය පරීක්ෂණය: [504, 586, 585, 598]
open-edu-text-2: අධ්‍යයන පොදු සහතික පත්‍ර ( උසස් පෙළ) විභාගයේ අවම වශයෙන් එක් විෂයක් (01) සාමාර්ථ සමත් වීම.: [48, 1025, 466, 1037]
salary-line: [504, 768, 976, 781]
section-heading-03: 03. ආදායම් බදු ක්‍රියාකරු සහායක III ශ්‍රේණිය (විවෘත): [504, 698, 976, 719]
pass-cell: 40%: [365, 602, 470, 620]
table-row: [525, 1351, 956, 1409]
max-cell: 100: [238, 1125, 357, 1143]
paper-cell: සාමාන්‍ය දැනුම හා බුද්ධි පරීක්ෂණය: [525, 1351, 672, 1409]
marks-table-wrap: [504, 602, 976, 676]
syllabus-table: [1010, 280, 1462, 339]
table-header-row: [525, 1197, 956, 1215]
marks-table: [1010, 487, 1462, 543]
paper-cell: ක්ෂේත්‍රයට අදාළ දැනුම පරීක්ෂා කිරීමේ පරීක්ෂණය: [39, 795, 186, 942]
exam-type: සීමිත විභාගය: [196, 702, 253, 714]
paper-cell: අභියෝගතාව හා බුද්ධි පරීක්ෂණය: [39, 1201, 186, 1219]
interview-text: ලිඛිත විභාගයෙන් ඉහළ ලකුණු ලබා ගන්නා අයදුම්කරුවන්ගෙන් පුරප්පාඩු සංඛ්‍යාව මෙන් දෙගුණයක ප්‍රමාණයකට ව්‍යුහගත සම්මුඛ පරීක්ෂණය සඳහා කැඳවනු ලැබේ. මෙම පරීක්ෂණයේ දෙයාකාරයේ ඉහළම ලකුණු ලබාගන්නන් වරණ පත්වීම සඳහා කැඳවනු ලැබේ.: [48, 659, 490, 698]
salary-code: MN1-2016: [1069, 1248, 1119, 1260]
salary-scale: 25,250 - 10x270 - 10x300 - 10x330 - 12x350- 38,450/-: [1020, 766, 1284, 778]
salary-scale: 24,250 - 10x250 - 10x270 - 10x300 - 12x330- 36,410/-: [534, 784, 798, 796]
vacancies-line: [18, 336, 490, 349]
max-marks-header: උපරිම ලකුණු ප්‍රමාණය: [736, 603, 849, 621]
written-exam-label: ලිඛිත විභාගය: [504, 1180, 561, 1192]
list-item: මහජන සෞඛ්‍යය, සුවපහසුතාව පිළිබඳ ඒ ඒ පළාත් පාලන ආයතන මඟින් සැපයිය යුතු සේවාවන් සහ අනුගමනය කළ යුතු ක්‍රමවේද.: [212, 813, 464, 852]
table-row: [1011, 618, 1462, 676]
masthead: [0, 0, 1500, 100]
experience-label: පළපුරුද්ද :: [18, 492, 63, 504]
item-number: 1.: [526, 295, 536, 307]
and-text: සහ: [246, 1009, 262, 1021]
edu-text: අ.පො.ස. (සා.පෙළ) විභාගයෙන් දෙවරකට නොවැඩි වාර ගණනකදී යටත් පිරිසෙයින් සම්මාන 02 ක් සහිතව විෂයයන් 06 ක් සමත් වීම. (මින් විෂයයන් පහක් එකවර සමත් විය යුතුය.): [534, 864, 976, 889]
column-3: [990, 276, 1482, 2336]
list-item: [504, 294, 976, 347]
syllabus-table-wrap: [990, 581, 1482, 676]
edu-qual-label: අධ්‍යාපන හා වෙනත් සුදුසුකම් :: [990, 815, 1115, 827]
paper-header: ප්‍රශ්න පත්‍රයේ නම: [39, 1183, 186, 1201]
vacancies-value: 01: [581, 755, 594, 767]
pass-marks-header: සමත් ලකුණු ප්‍රමාණය: [1343, 487, 1461, 505]
pass-cell: 40%: [365, 620, 470, 638]
experience-line: [18, 1055, 490, 1068]
vacancies-label: පුරප්පාඩු ගණන :: [504, 755, 576, 767]
table-header-row: [525, 603, 956, 621]
list-item: නීති රීති, රෙගුලාසි, අතුරු ව්‍යවස්ථා සහ ක්‍රියාත්මක කිරීමේ ක්‍රමවේද.: [212, 855, 464, 880]
table-row: [525, 639, 956, 657]
professional-label: වෘත්තීය සුදුසුකම් :: [990, 893, 1066, 905]
syllabus-table-wrap: [504, 1332, 976, 1409]
table-row: [39, 737, 470, 795]
marks-table: [524, 1197, 956, 1253]
edu-label: අධ්‍යාපන සුදුසුකම් :: [990, 361, 1069, 373]
column-divider: [983, 276, 984, 2336]
max-cell: 20: [736, 658, 849, 676]
appointment-note: ලකුණු ලබාගැනීමේ අනුපිළිවෙළ අනුව වැඩි ලකුණු ලබාගත් අයගෙන් පුරප්පාඩු පුරවනු ලැබේ.: [18, 1149, 389, 1161]
salary-label: වැටුප් පරිමාණය :: [18, 1353, 92, 1365]
experience-value: අදාළ නැත: [1040, 1131, 1079, 1143]
list-item: අවම උස අඩි 05 ක් විය යුතුය. දිවා කාලයේ හා රාත්‍රී කාලයේදී සේවයේ යෙදීම සඳහා ශාරීරික වශයෙන් සුදුසු තත්ත්වයක සිටිය යුතු අතර, මනා ඇස් පෙනීමක් තිබිය යුතුය.: [526, 428, 976, 453]
section-heading-02: 02. රියැදුරු III ශ්‍රේණිය (විවෘත): [18, 1283, 490, 1304]
table-header-row: [39, 583, 470, 601]
max-cell: 100: [255, 602, 365, 620]
vacancies-line: [504, 754, 976, 767]
open-edu-text: අ.පො.ස. (සා.පෙළ) විභාගයෙන් දෙවරකට නොවැඩි වාර ගණනකදී යටත් පිරිසෙයින් සම්මාන 02 ක් සහිතව විෂයයන් හයකින් සාමාර්ථ ලබා තිබීම. (මින් විෂයයන් පහක් එකවර සමත් විය යුතුය.): [1020, 1044, 1482, 1069]
syllabus-cell: තර්කන ශක්තිය හා ගණිතමය හැකියාව, භාෂා හැකියාව මැන බැලීම: [185, 1201, 469, 1219]
paper-cell: කාලීන සිදුවීම් පිළිබඳ සාමාන්‍ය අවබෝධය: [39, 1219, 186, 1277]
salary-note: (රාජ්‍ය පරිපාලන චක්‍රලේඛ 3/2016 හි උපලේඛන අංක II අනුව ආරම්භක වැටුප රු. 17,426/-): [1020, 783, 1394, 795]
